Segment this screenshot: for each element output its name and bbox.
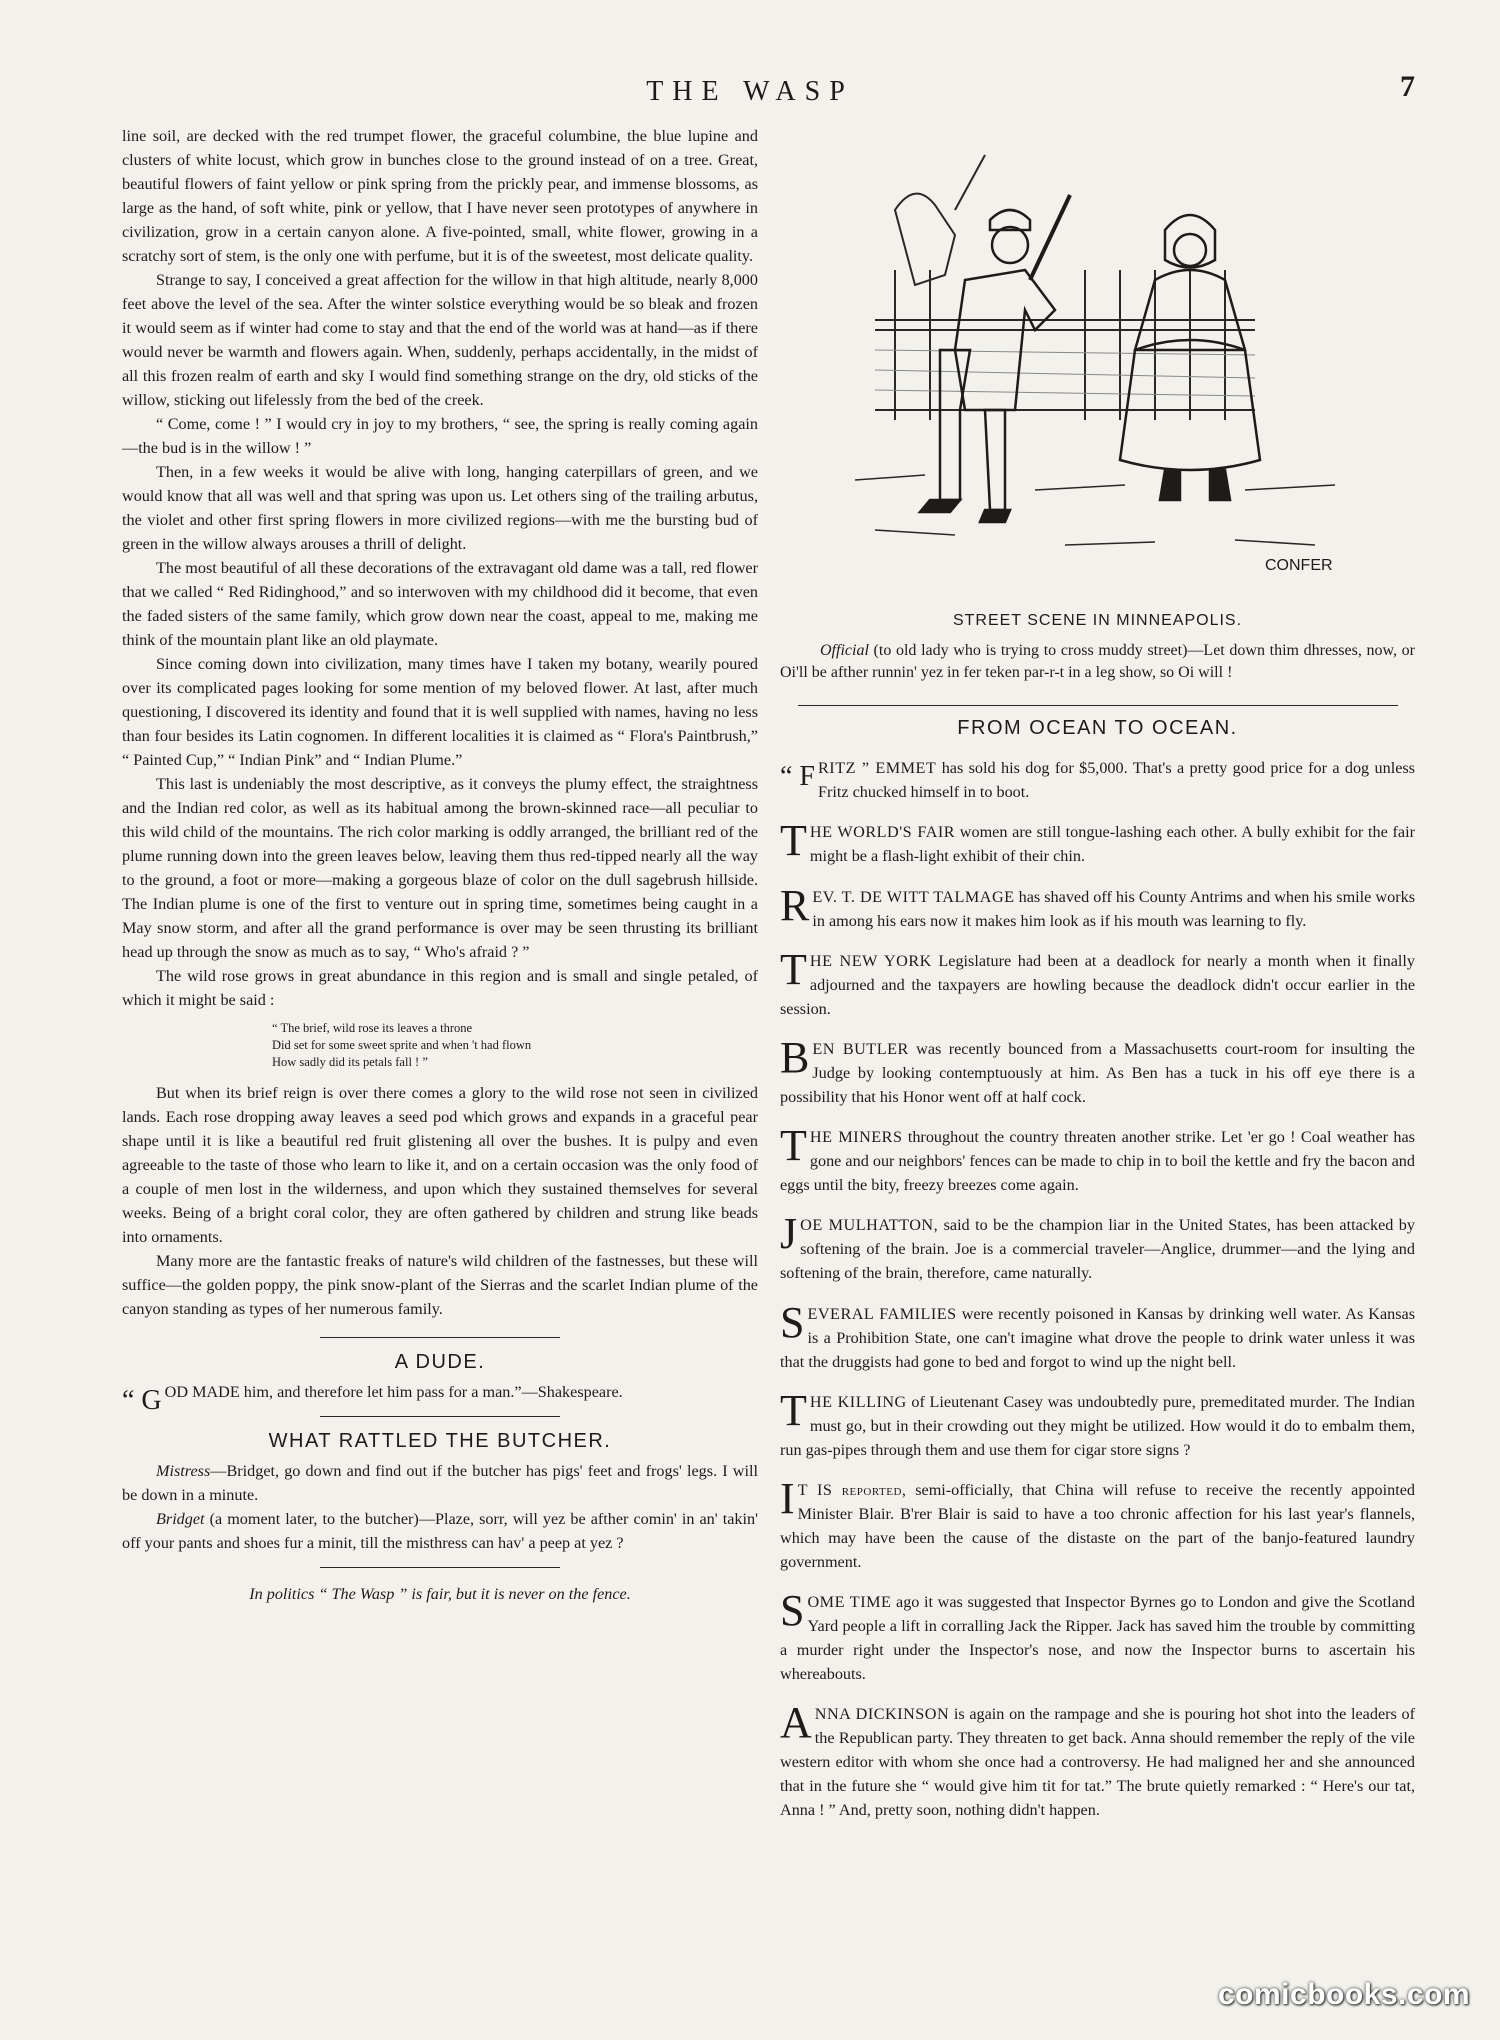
page-number: 7 xyxy=(1400,70,1415,103)
item-lead: HE WORLD'S FAIR xyxy=(809,823,956,842)
item-text: Legislature had been at a deadlock for nearly a month when it finally adjourned and the taxpayers are howling because the deadlock didn't occur earlier in the session. xyxy=(780,951,1415,1018)
poem-line: Did set for some sweet sprite and when 't had flown xyxy=(272,1038,532,1052)
drop-cap: R xyxy=(780,880,810,930)
poem-line: “ The brief, wild rose its leaves a throne xyxy=(272,1021,473,1035)
item-text: were recently poisoned in Kansas by drinking well water. As Kansas is a Prohibition State, one can't imagine what drove the people to drink water unless it was that the druggists had gone to bed and forgot to wind up the night bell. xyxy=(780,1304,1416,1371)
drop-cap: T xyxy=(780,944,807,994)
ocean-heading: FROM OCEAN TO OCEAN. xyxy=(957,717,1238,739)
watermark: comicbooks.com xyxy=(1218,1978,1471,2011)
item-text: has shaved off his County Antrims and when his smile works in among his ears now it makes him look as if his mouth was learning to fly. xyxy=(812,887,1415,930)
motto: In politics “ The Wasp ” is fair, but it is never on the fence. xyxy=(249,1585,631,1603)
news-item xyxy=(780,1297,1416,1374)
dude-item xyxy=(122,1380,758,1416)
item-lead: NNA DICKINSON xyxy=(814,1705,950,1724)
news-item xyxy=(780,816,1415,868)
news-item xyxy=(780,1385,1415,1462)
paragraph: Strange to say, I conceived a great affection for the willow in that high altitude, nearly 8,000 feet above the level of the sea. After the winter solstice everything would be so bleak and frozen it would seem as if winter had come to stay and that the end of the world was at hand—as if there would never be warmth and flowers again. When, suddenly, perhaps accidentally, in the midst of all this frozen realm of earth and sky I would find something strange on the dry, old sticks of the willow, sticking out lifelessly from the bed of the creek. xyxy=(122,271,758,409)
poem xyxy=(272,1020,758,1071)
item-lead: OE MULHATTON, xyxy=(800,1216,939,1235)
item-lead: HE MINERS xyxy=(809,1128,903,1147)
item-text: of Lieutenant Casey was undoubtedly pure, premeditated murder. The Indian must go, but in their crowding out they might be utilized. How would it do to embalm them, run gas-pipes through them and use them for cigar store signs ? xyxy=(780,1392,1415,1459)
drop-cap: T xyxy=(780,1385,807,1435)
butcher-heading: WHAT RATTLED THE BUTCHER. xyxy=(268,1430,612,1452)
item-text: semi-officially, that China will refuse to receive the recently appointed Minister Blair. B'rer Blair is said to have a too chronic affection for his last year's flannels, which may have been the cause of the distaste on the part of the banjo-featured laundry government. xyxy=(780,1480,1415,1571)
news-item xyxy=(780,1698,1415,1822)
item-text: women are still tongue-lashing each other. A bully exhibit for the fair might be a flash-light exhibit of their chin. xyxy=(809,823,1415,866)
left-column xyxy=(122,124,758,1606)
item-lead: T IS reported, xyxy=(797,1480,907,1499)
drop-cap: S xyxy=(780,1297,805,1347)
divider xyxy=(320,1567,560,1568)
news-item xyxy=(780,1032,1415,1109)
drop-cap: “ G xyxy=(122,1385,162,1416)
cartoon-illustration xyxy=(835,150,1355,590)
drop-cap: S xyxy=(780,1586,805,1636)
drop-cap: T xyxy=(780,1121,807,1171)
paragraph: But when its brief reign is over there comes a glory to the wild rose not seen in civilized lands. Each rose dropping away leaves a seed pod which grows and expands in a graceful pear shape until it is like a beautiful red fruit glistening all over the bushes. It is pulpy and even agreeable to the taste of those who learn to like it, and on a certain occasion was the only food of a couple of men lost in the wilderness, and upon which they sustained themselves for several weeks. Being of a bright coral color, they are often gathered by children and strung like beads into ornaments. xyxy=(122,1084,758,1246)
dialogue: (a moment later, to the butcher)—Plaze, sorr, will yez be afther comin' in an' takin' off your pants and shoes fur a minit, till the misthress can hav' a peep at yez ? xyxy=(122,1510,758,1552)
speaker: Mistress xyxy=(156,1462,211,1480)
news-item xyxy=(780,1473,1415,1574)
speaker: Bridget xyxy=(156,1510,205,1528)
item-lead: RITZ ” EMMET xyxy=(818,759,937,778)
paragraph: This last is undeniably the most descriptive, as it conveys the plumy effect, the straightness and the Indian red color, as well as its habitual among the brown-skinned race—all peculiar to this wild child of the mountains. The rich color marking is oddly arranged, the brilliant red of the plume running down into the green leaves below, leaving them thus red-tipped nearly all the way to the ground, a foot or more—making a gorgeous blaze of color on the dull sagebrush hillside. The Indian plume is one of the first to venture out in spring time, sometimes being caught in a May snow storm, and after all the grand performance is over may be seen thrusting its brilliant head up through the snow as much as to say, “ Who's afraid ? ” xyxy=(122,775,758,961)
item-text: ago it was suggested that Inspector Byrnes go to London and give the Scotland Yard people a lift in corralling Jack the Ripper. Jack has saved him the trouble by committing a murder right under the Inspector's nose, and now the Inspector burns to ascertain his whereabouts. xyxy=(780,1593,1415,1684)
dialogue: —Bridget, go down and find out if the butcher has pigs' feet and frogs' legs. I will be down in a minute. xyxy=(122,1462,758,1504)
masthead: THE WASP xyxy=(646,76,854,107)
news-item xyxy=(780,1121,1415,1197)
drop-cap: “ F xyxy=(780,761,815,793)
dude-heading: A DUDE. xyxy=(394,1351,486,1373)
paragraph: Since coming down into civilization, many times have I taken my botany, wearily poured over its complicated pages looking for some mention of my beloved flower. At last, after much questioning, I discovered its identity and found that it is well supplied with names, having no less than four besides its Latin cognomen. In different localities it is claimed as “ Flora's Paintbrush,” “ Painted Cup,” “ Indian Pink” and “ Indian Plume.” xyxy=(122,655,758,769)
speaker: Official xyxy=(820,642,869,659)
item-text: has sold his dog for $5,000. That's a pretty good price for a dog unless Fritz chucked himself in to boot. xyxy=(818,759,1415,802)
drop-cap: J xyxy=(780,1209,798,1259)
item-text: was recently bounced from a Massachusetts court-room for insulting the Judge by looking contemptuously at him. As Ben has a tuck in his off eye there is a possibility that his Honor went off at half cock. xyxy=(780,1039,1415,1106)
artist-signature: CONFER xyxy=(1265,557,1333,574)
drop-cap: I xyxy=(780,1473,795,1523)
right-column xyxy=(780,705,1415,1838)
item-text: said to be the champion liar in the United States, has been attacked by softening of the brain. Joe is a commercial traveler—Anglice, drummer—and the lying and softening of the brain, therefore, came naturally. xyxy=(780,1216,1415,1283)
paragraph: line soil, are decked with the red trumpet flower, the graceful columbine, the blue lupine and clusters of white locust, which grow in bunches close to the ground instead of on a tree. Great, beautiful flowers of faint yellow or pink spring from the prickly pear, and immense blossoms, as large as the hand, of soft white, pink or yellow, that I have never seen prototypes of anywhere in civilization, grow in a certain canyon alone. A five-pointed, small, white flower, growing in a scratchy sort of stem, is the only one with perfume, but it is of the sweetest, most delicate quality. xyxy=(122,127,758,265)
divider xyxy=(320,1416,560,1417)
item-lead: HE KILLING xyxy=(809,1392,907,1411)
paragraph: Many more are the fantastic freaks of nature's wild children of the fastnesses, but these will suffice—the golden poppy, the pink snow-plant of the Sierras and the scarlet Indian plume of the canyon standing as types of her numerous family. xyxy=(122,1252,758,1318)
caption-text: (to old lady who is trying to cross muddy street)—Let down thim dhresses, now, or Oi'll be afther runnin' yez in fer teken par-r-t in a leg show, so Oi will ! xyxy=(780,642,1415,681)
cartoon-title: STREET SCENE IN MINNEAPOLIS. xyxy=(952,612,1243,629)
paragraph: The wild rose grows in great abundance in this region and is small and single petaled, of which it might be said : xyxy=(122,967,758,1009)
divider xyxy=(798,705,1398,706)
item-lead: HE NEW YORK xyxy=(809,951,932,970)
cartoon-caption xyxy=(780,640,1415,684)
news-item xyxy=(780,756,1415,804)
drop-cap: A xyxy=(780,1698,812,1748)
news-item xyxy=(780,944,1415,1021)
item-lead: OME TIME xyxy=(807,1593,892,1612)
ocean-items xyxy=(780,756,1415,1822)
news-item xyxy=(780,1209,1415,1285)
item-lead: EVERAL FAMILIES xyxy=(807,1304,957,1323)
poem-line: How sadly did its petals fall ! ” xyxy=(272,1055,428,1069)
dude-text: OD MADE him, and therefore let him pass for a man.”—Shakespeare. xyxy=(164,1383,623,1401)
news-item xyxy=(780,880,1415,933)
paragraph: Then, in a few weeks it would be alive with long, hanging caterpillars of green, and we would know that all was well and that spring was upon us. Let others sing of the trailing arbutus, the violet and other first spring flowers in more civilized regions—with me the bursting bud of green in the willow always arouses a thrill of delight. xyxy=(122,463,758,553)
paragraph: “ Come, come ! ” I would cry in joy to my brothers, “ see, the spring is really coming again—the bud is in the willow ! ” xyxy=(122,415,758,457)
divider xyxy=(320,1337,560,1338)
item-lead: EV. T. DE WITT TALMAGE xyxy=(812,887,1015,906)
drop-cap: T xyxy=(780,816,807,866)
news-item xyxy=(780,1586,1415,1686)
item-text: is again on the rampage and she is pouring hot shot into the leaders of the Republican party. They threaten to get back. Anna should remember the reply of the vile western editor with whom she once had a controversy. He had maligned her and she announced that in the future she “ would give him tit for tat.” The brute quietly remarked : “ Here's our tat, Anna ! ” And, pretty soon, nothing didn't happen. xyxy=(780,1705,1415,1820)
paragraph: The most beautiful of all these decorations of the extravagant old dame was a tall, red flower that we called “ Red Ridinghood,” and so interwoven with my childhood did it become, that even the faded sisters of the same family, which grow down near the coast, appeal to me, making me think of the mountain plant like an old playmate. xyxy=(122,559,758,649)
paragraph xyxy=(122,1507,758,1555)
item-text: throughout the country threaten another strike. Let 'er go ! Coal weather has gone and our neighbors' fences can be made to chip in to boil the kettle and fry the bacon and eggs until the bity, freezy breezes come again. xyxy=(780,1128,1415,1195)
paragraph xyxy=(122,1459,758,1507)
item-lead: EN BUTLER xyxy=(812,1039,909,1058)
drop-cap: B xyxy=(780,1032,810,1082)
